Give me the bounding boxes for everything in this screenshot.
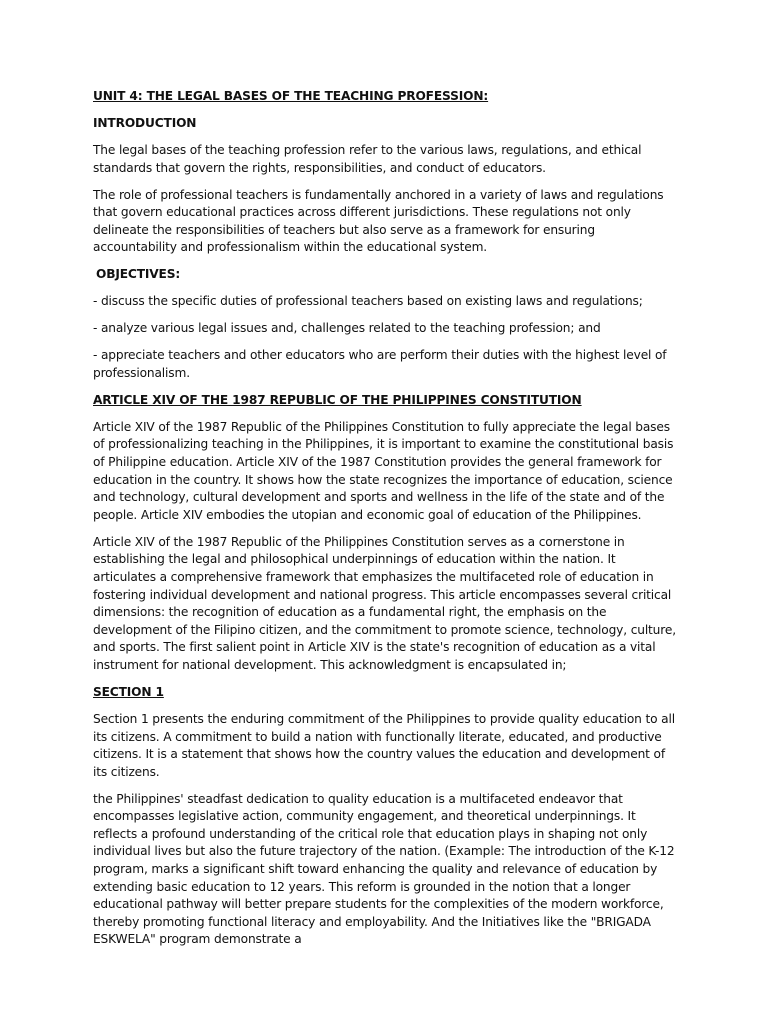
introduction-paragraph-1: The legal bases of the teaching profession refer to the various laws, regulations, and ethical standards that govern the rights, responsibilities, and conduct of educators. [93, 142, 642, 175]
article-paragraph-1: Article XIV of the 1987 Republic of the Philippines Constitution to fully appreciate the legal bases of professionalizing teaching in the Philippines, it is important to examine the constitutional basis of Philippine education. Article XIV of the 1987 Constitution provides the general framework for education in the country. It shows how the state recognizes the importance of education, science and technology, cultural development and sports and wellness in the life of the state and of the people. Article XIV embodies the utopian and economic goal of education of the Philippines. [93, 419, 674, 522]
section-paragraph-1: Section 1 presents the enduring commitment of the Philippines to provide quality education to all its citizens. A commitment to build a nation with functionally literate, educated, and productive citizens. It is a statement that shows how the country values the education and development of its citizens. [93, 711, 675, 779]
document-body [93, 88, 677, 958]
section-paragraph-2: the Philippines' steadfast dedication to quality education is a multifaceted endeavor that encompasses legislative action, community engagement, and theoretical underpinnings. It reflects a profound understanding of the critical role that education plays in shaping not only individual lives but also the future trajectory of the nation. (Example: The introduction of the K-12 program, marks a significant shift toward enhancing the quality and relevance of education by extending basic education to 12 years. This reform is grounded in the notion that a longer educational pathway will better prepare students for the complexities of the modern workforce, thereby promoting functional literacy and employability. And the Initiatives like the "BRIGADA ESKWELA" program demonstrate a [93, 791, 675, 947]
introduction-paragraph-2: The role of professional teachers is fundamentally anchored in a variety of laws and regulations that govern educational practices across different jurisdictions. These regulations not only delineate the responsibilities of teachers but also serve as a framework for ensuring accountability and professionalism within the educational system. [93, 187, 664, 255]
section-heading: SECTION 1 [93, 684, 164, 699]
objective-item-1: - discuss the specific duties of professional teachers based on existing laws and regulations; [93, 294, 643, 309]
article-heading: ARTICLE XIV OF THE 1987 REPUBLIC OF THE PHILIPPINES CONSTITUTION [93, 392, 582, 407]
article-paragraph-2: Article XIV of the 1987 Republic of the Philippines Constitution serves as a cornerstone in establishing the legal and philosophical underpinnings of education within the nation. It articulates a comprehensive framework that emphasizes the multifaceted role of education in fostering individual development and national progress. This article encompasses several critical dimensions: the recognition of education as a fundamental right, the emphasis on the development of the Filipino citizen, and the commitment to promote science, technology, culture, and sports. The first salient point in Article XIV is the state's recognition of education as a vital instrument for national development. This acknowledgment is encapsulated in; [93, 534, 676, 672]
objective-item-2: - analyze various legal issues and, challenges related to the teaching profession; and [93, 321, 601, 336]
unit-title: UNIT 4: THE LEGAL BASES OF THE TEACHING PROFESSION: [93, 89, 489, 103]
objectives-heading: OBJECTIVES: [96, 267, 181, 282]
introduction-heading: INTRODUCTION [93, 115, 197, 130]
objective-item-3: - appreciate teachers and other educators who are perform their duties with the highest level of professionalism. [93, 348, 667, 380]
